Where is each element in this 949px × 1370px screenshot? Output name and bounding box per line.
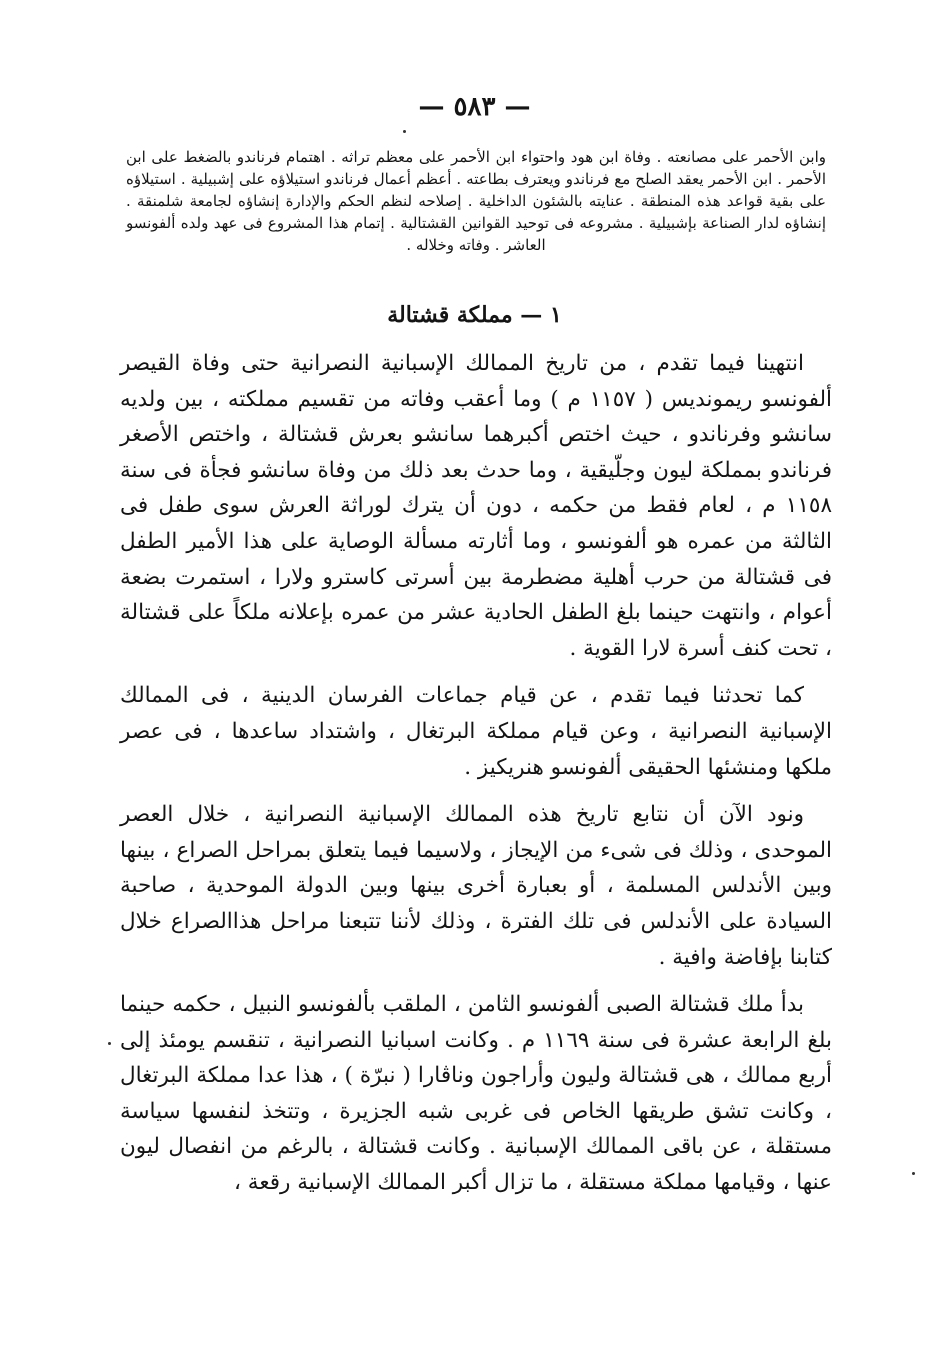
body-text xyxy=(120,346,832,1213)
paragraph-1: انتهينا فيما تقدم ، من تاريخ الممالك الإسبانية النصرانية حتى وفاة القيصر ألفونسو ريموندیس ( ١١٥٧ م ) وما أعقب وفاته من تقسيم مملكته ، بين ولديه سانشو وفرناندو ، حيث اختص أكبرهما سانشو بعرش قشتالة ، واختص الأصغر فرناندو بمملكة ليون وجلّيقية ، وما حدث بعد ذلك من وفاة سانشو فجأة فى سنة ١١٥٨ م ، لعام فقط من حكمه ، دون أن يترك لوراثة العرش سوى طفل فى الثالثة من عمره هو ألفونسو ، وما أثارته مسألة الوصاية على هذا الأمير الطفل فى قشتالة من حرب أهلية مضطرمة بين أسرتى كاسترو ولارا ، استمرت بضعة أعوام ، وانتهت حينما بلغ الطفل الحادية عشر من عمره بإعلانه ملكاً على قشتالة ، تحت كنف أسرة لارا القوية . xyxy=(120,351,832,661)
chapter-summary: وابن الأحمر على مصانعته . وفاة ابن هود واحتواء ابن الأحمر على معظم تراثه . اهتمام فرناندو بالضغط على ابن الأحمر . ابن الأحمر يعقد الصلح مع فرناندو ويعترف بطاعته . أعظم أعمال فرناندو استيلاؤه على إشبيلية . استيلاؤه على بقية قواعد هذه المنطقة . عنايته بالشئون الداخلية . إصلاحه لنظم الحكم والإدارة إنشاؤه لجامعة شلمنقة . إنشاؤه لدار الصناعة بإشبيلية . مشروعه فى توحيد القوانين القشتالية . إتمام هذا المشروع فى عهد ولده ألفونسو العاشر . وفاته وخلاله . xyxy=(126,148,826,254)
paragraph-3: ونود الآن أن نتابع تاريخ هذه الممالك الإسبانية النصرانية ، خلال العصر الموحدى ، وذلك فى شىء من الإيجاز ، ولاسيما فيما يتعلق بمراحل الصراع ، بينها وبين الأندلس المسلمة ، أو بعبارة أخرى بينها وبين الدولة الموحدية ، صاحبة السيادة على الأندلس فى تلك الفترة ، وذلك لأننا تتبعنا مراحل هذاالصراع خلال كتابنا بإفاضة وافية . xyxy=(120,802,832,970)
print-speck xyxy=(403,130,406,133)
page-number: — ٥٨٣ — xyxy=(418,92,531,122)
section-title: ١ — مملكة قشتالة xyxy=(387,302,562,328)
print-speck xyxy=(108,1042,111,1045)
paragraph-4: بدأ ملك قشتالة الصبى ألفونسو الثامن ، الملقب بألفونسو النبيل ، حكمه حينما بلغ الرابعة عشرة فى سنة ١١٦٩ م . وكانت اسبانيا النصرانية ، تنقسم يومئذ إلى أربع ممالك ، هى قشتالة وليون وأراجون وناڤارا ( نبرّة ) ، هذا عدا مملكة البرتغال ، وكانت تشق طريقها الخاص فى غربى شبه الجزيرة ، وتتخذ لنفسها سياسة مستقلة ، عن باقى الممالك الإسبانية . وكانت قشتالة ، بالرغم من انفصال ليون عنها ، وقيامها مملكة مستقلة ، ما تزال أكبر الممالك الإسبانية رقعة ، xyxy=(120,992,832,1196)
print-speck xyxy=(912,1172,915,1175)
paragraph-2: كما تحدثنا فيما تقدم ، عن قيام جماعات الفرسان الدينية ، فى الممالك الإسبانية النصرانية ، وعن قيام مملكة البرتغال ، واشتداد ساعدها ، فى عصر ملكها ومنشئها الحقيقى ألفونسو هنريكيز . xyxy=(120,683,832,780)
